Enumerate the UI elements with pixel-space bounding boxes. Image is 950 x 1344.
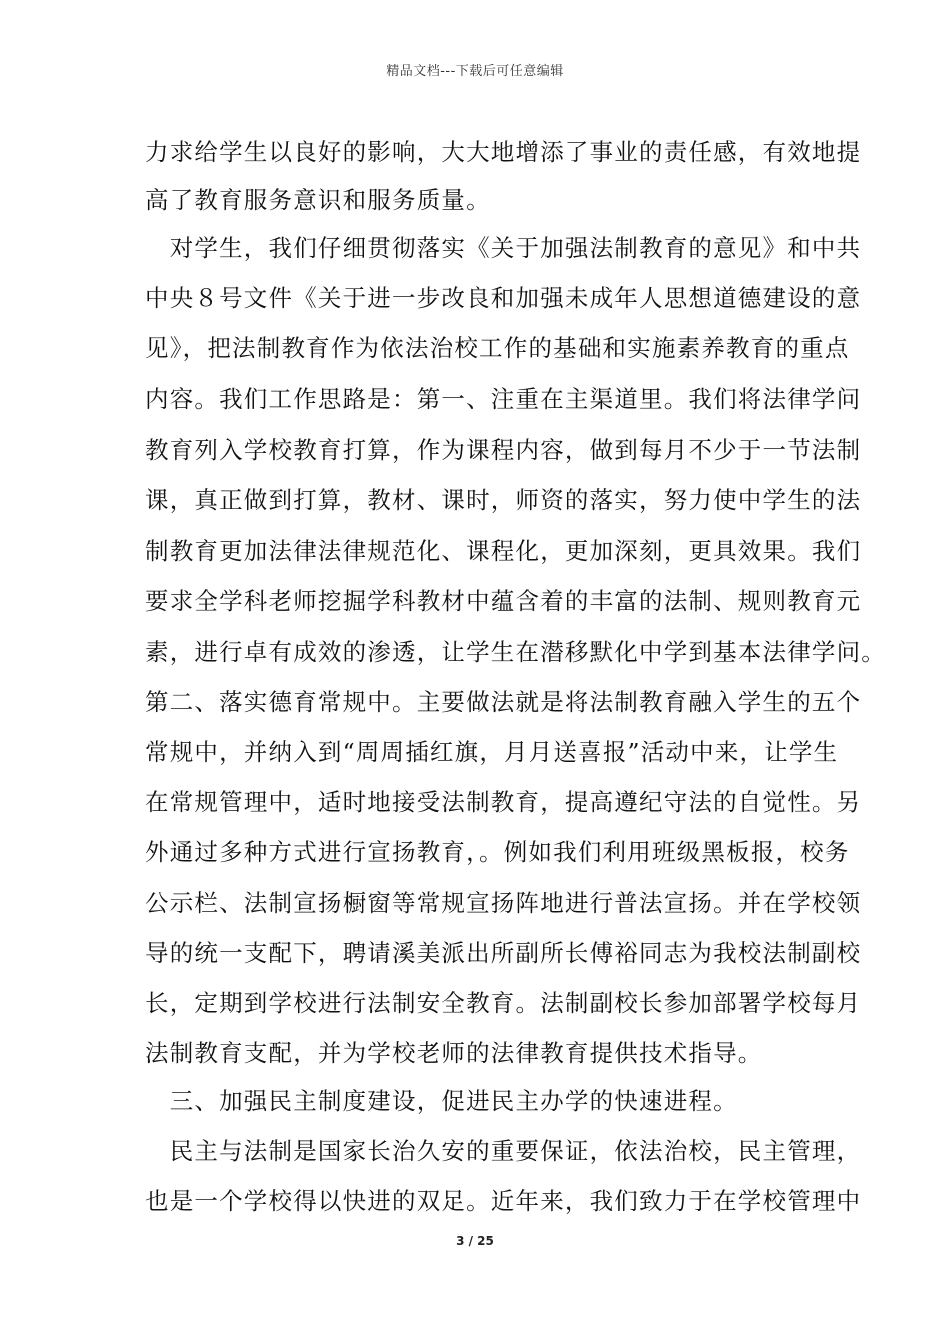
body-line: 长，定期到学校进行法制安全教育。法制副校长参加部署学校每月 [145, 989, 862, 1017]
body-line: 教育列入学校教育打算，作为课程内容，做到每月不少于一节法制 [145, 436, 862, 464]
body-line: 也是一个学校得以快进的双足。近年来，我们致力于在学校管理中 [145, 1187, 862, 1215]
page-number: 3 / 25 [456, 1234, 494, 1248]
body-line: 中央８号文件《关于进一步改良和加强未成年人思想道德建设的意 [145, 284, 862, 312]
body-line: 对学生，我们仔细贯彻落实《关于加强法制教育的意见》和中共 [145, 234, 862, 262]
body-line: 高了教育服务意识和服务质量。 [145, 186, 491, 214]
body-line: 制教育更加法律法律规范化、课程化，更加深刻，更具效果。我们 [145, 537, 862, 565]
body-line: 要求全学科老师挖掘学科教材中蕴含着的丰富的法制、规则教育元 [145, 587, 862, 615]
body-line: 内容。我们工作思路是：第一、注重在主渠道里。我们将法律学问 [145, 385, 862, 413]
body-line: 法制教育支配，并为学校老师的法律教育提供技术指导。 [145, 1039, 763, 1067]
body-line: 民主与法制是国家长治久安的重要保证，依法治校，民主管理， [145, 1137, 862, 1165]
body-line: 力求给学生以良好的影响，大大地增添了事业的责任感，有效地提 [145, 138, 862, 166]
body-line: 第二、落实德育常规中。主要做法就是将法制教育融入学生的五个 [145, 688, 862, 716]
body-line: 课，真正做到打算，教材、课时，师资的落实，努力使中学生的法 [145, 486, 862, 514]
body-line: 导的统一支配下，聘请溪美派出所副所长傅裕同志为我校法制副校 [145, 939, 862, 967]
body-line: 在常规管理中，适时地接受法制教育，提高遵纪守法的自觉性。另 [145, 788, 862, 816]
body-line: 素，进行卓有成效的渗透，让学生在潜移默化中学到基本法律学问。 [145, 638, 886, 666]
body-line: 见》，把法制教育作为依法治校工作的基础和实施素养教育的重点 [145, 334, 850, 362]
body-line: 三、加强民主制度建设，促进民主办学的快速进程。 [145, 1087, 738, 1115]
body-line: 公示栏、法制宣扬橱窗等常规宣扬阵地进行普法宣扬。并在学校领 [145, 889, 862, 917]
body-line: 外通过多种方式进行宣扬教育，。例如我们利用班级黑板报，校务 [145, 838, 850, 866]
body-line: 常规中，并纳入到“周周插红旗，月月送喜报”活动中来，让学生 [145, 738, 839, 766]
page-header: 精品文档---下载后可任意编辑 [386, 64, 564, 79]
